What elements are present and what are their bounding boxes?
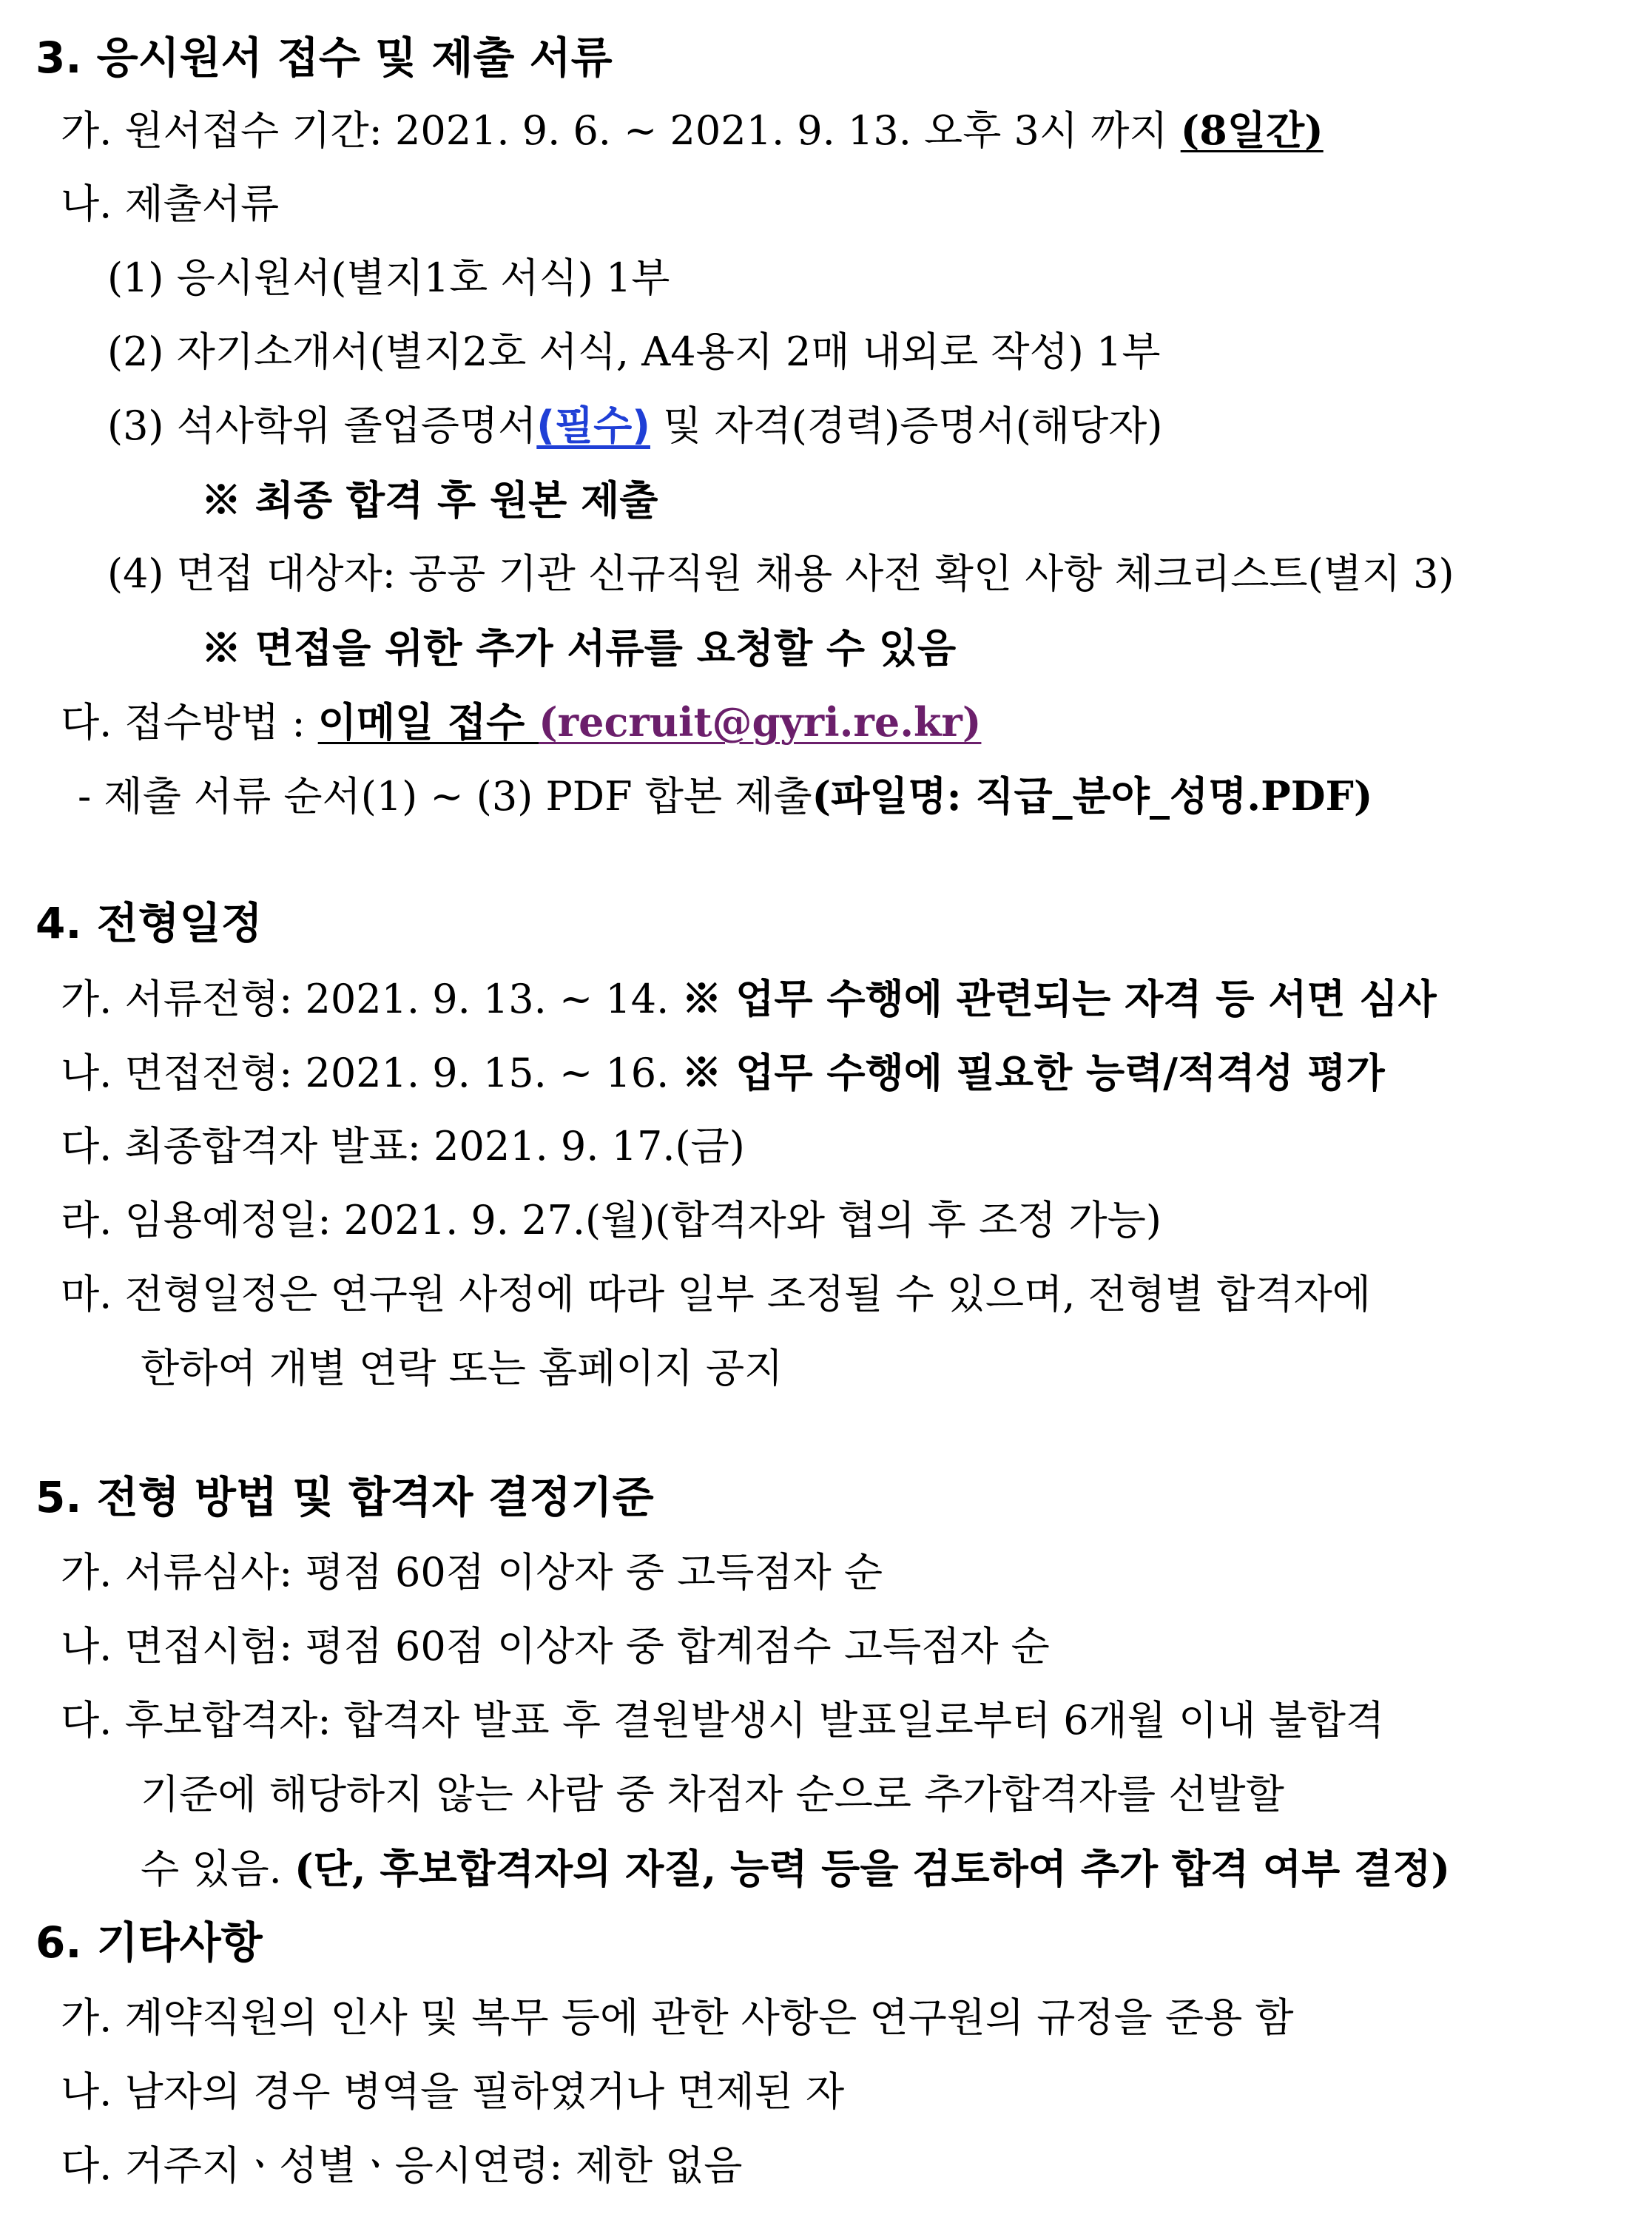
s5-item-c-line3: [141, 1839, 1450, 1899]
s3-item-a-days: (8일간): [1180, 107, 1324, 154]
s4-item-e-line2: 한하여 개별 연락 또는 홈페이지 공지: [141, 1345, 783, 1391]
s3-item-b: 나. 제출서류: [61, 180, 280, 227]
required-mark: (필수): [536, 402, 650, 449]
s3-item-c-text: 다. 접수방법 :: [61, 699, 318, 746]
s3-item-c: [61, 692, 981, 752]
section-3-title: 3. 응시원서 접수 및 제출 서류: [36, 33, 613, 83]
s3-item-b1: (1) 응시원서(별지1호 서식) 1부: [107, 254, 670, 301]
s3-item-c-sub-text: - 제출 서류 순서(1) ~ (3) PDF 합본 제출: [78, 773, 812, 820]
s3-item-b3-suffix: 및 자격(경력)증명서(해당자): [650, 402, 1163, 449]
s4-item-a-note: ※ 업무 수행에 관련되는 자격 등 서면 심사: [681, 975, 1437, 1022]
s3-item-b3-text: (3) 석사학위 졸업증명서: [107, 402, 537, 449]
s4-item-a: [61, 969, 1437, 1029]
s6-item-c: 다. 거주지ㆍ성별ㆍ응시연령: 제한 없음: [61, 2142, 743, 2189]
file-name-format: (파일명: 직급_분야_성명.PDF): [812, 772, 1373, 820]
s4-item-b-note: ※ 업무 수행에 필요한 능력/적격성 평가: [681, 1049, 1385, 1096]
s5-item-c-line3-text: 수 있음.: [141, 1846, 294, 1892]
s3-item-a-text: 가. 원서접수 기간: 2021. 9. 6. ~ 2021. 9. 13. 오후 3시 까지: [61, 107, 1181, 154]
s4-item-a-text: 가. 서류전형: 2021. 9. 13. ~ 14.: [61, 976, 682, 1022]
submission-method: 이메일 접수: [317, 698, 539, 746]
s5-item-c-note: (단, 후보합격자의 자질, 능력 등을 검토하여 추가 합격 여부 결정): [294, 1845, 1450, 1892]
s4-item-b: [61, 1043, 1385, 1103]
s3-item-a: [61, 101, 1324, 161]
s4-item-e-line1: 마. 전형일정은 연구원 사정에 따라 일부 조정될 수 있으며, 전형별 합격자에: [61, 1271, 1371, 1317]
section-4-title: 4. 전형일정: [36, 898, 263, 948]
s5-item-c-line2: 기준에 해당하지 않는 사람 중 차점자 순으로 추가합격자를 선발할: [141, 1771, 1284, 1818]
s4-item-b-text: 나. 면접전형: 2021. 9. 15. ~ 16.: [61, 1050, 682, 1096]
s3-item-c-sub: [78, 766, 1372, 826]
s3-item-b3-note: ※ 최종 합격 후 원본 제출: [201, 476, 658, 524]
section-6-title: 6. 기타사항: [36, 1917, 263, 1968]
s3-item-b4: (4) 면접 대상자: 공공 기관 신규직원 채용 사전 확인 사항 체크리스트(별지 3): [107, 550, 1454, 597]
s5-item-c-line1: 다. 후보합격자: 합격자 발표 후 결원발생시 발표일로부터 6개월 이내 불합격: [61, 1697, 1385, 1744]
section-5-title: 5. 전형 방법 및 합격자 결정기준: [36, 1472, 654, 1522]
s4-item-c: 다. 최종합격자 발표: 2021. 9. 17.(금): [61, 1123, 745, 1170]
s3-item-b4-note: ※ 면접을 위한 추가 서류를 요청할 수 있음: [201, 624, 957, 672]
s6-item-a: 가. 계약직원의 인사 및 복무 등에 관한 사항은 연구원의 규정을 준용 함: [61, 1994, 1294, 2041]
s3-item-b2: (2) 자기소개서(별지2호 서식, A4용지 2매 내외로 작성) 1부: [107, 328, 1161, 375]
s6-item-b: 나. 남자의 경우 병역을 필하였거나 면제된 자: [61, 2068, 845, 2115]
s5-item-b: 나. 면접시험: 평점 60점 이상자 중 합계점수 고득점자 순: [61, 1623, 1050, 1670]
s5-item-a: 가. 서류심사: 평점 60점 이상자 중 고득점자 순: [61, 1549, 883, 1596]
s3-item-b3: [107, 396, 1162, 456]
s4-item-d: 라. 임용예정일: 2021. 9. 27.(월)(합격자와 협의 후 조정 가능): [61, 1197, 1162, 1243]
email-link[interactable]: (recruit@gyri.re.kr): [539, 698, 982, 746]
